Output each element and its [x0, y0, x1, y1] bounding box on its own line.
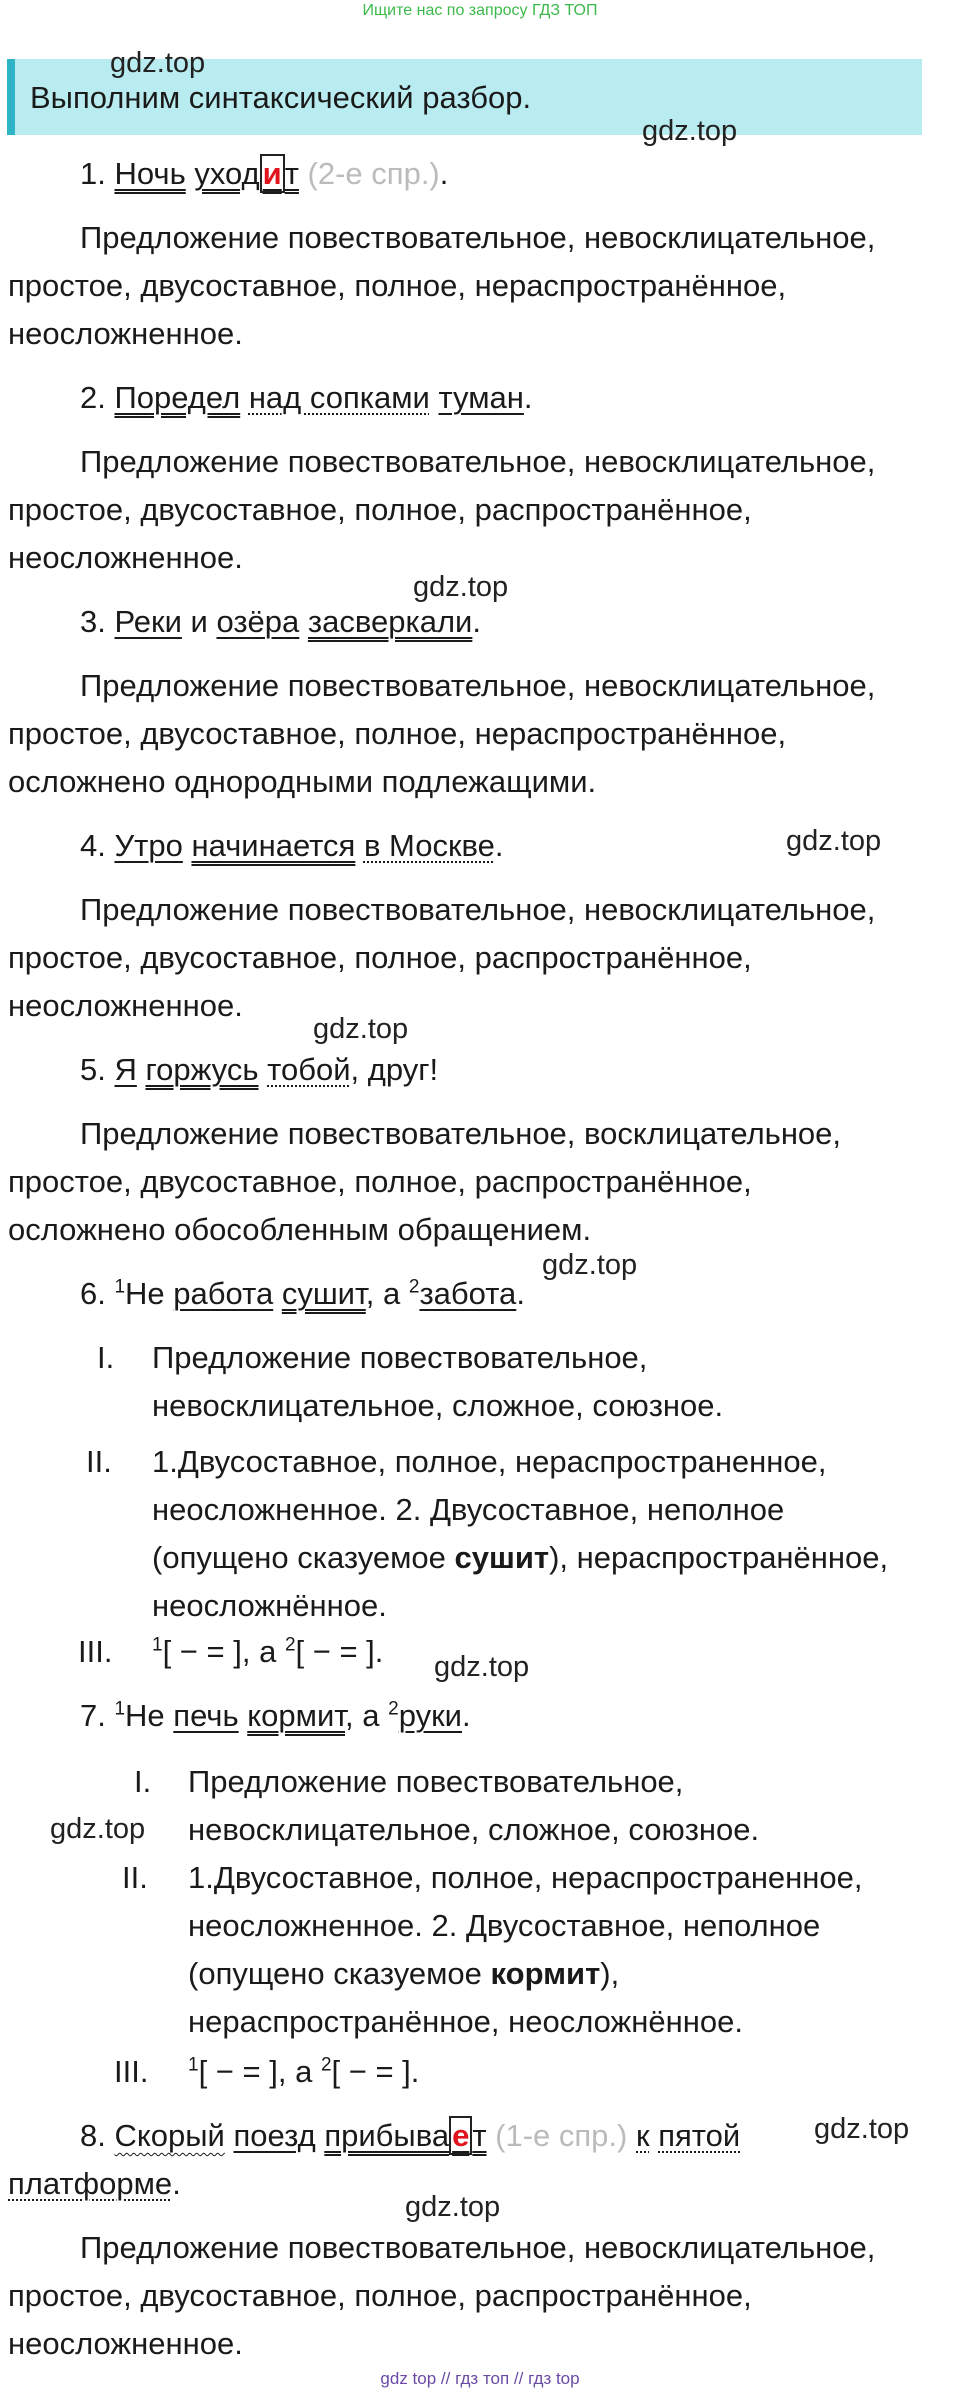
sentence-4-desc-3: неосложненное. — [8, 988, 243, 1023]
sentence-2-desc-2: простое, двусоставное, полное, распространённое, — [8, 492, 752, 527]
sentence-2: 2. Поредел над сопками туман. — [80, 380, 533, 415]
watermark: gdz.top — [642, 115, 738, 147]
roman-iii: III. — [114, 2054, 149, 2089]
sentence-8-cont: платформе. — [8, 2166, 181, 2201]
item-i-line-1: Предложение повествовательное, — [152, 1340, 648, 1375]
sentence-5-desc-2: простое, двусоставное, полное, распространённое, — [8, 1164, 752, 1199]
watermark: gdz.top — [814, 2113, 910, 2145]
predicate: горжусь — [145, 1052, 259, 1087]
sentence-4-desc-1: Предложение повествовательное, невосклицательное, — [80, 892, 876, 927]
sentence-2-desc-3: неосложненное. — [8, 540, 243, 575]
predicate: кормит — [247, 1698, 346, 1733]
sentence-8: 8. Скорый поезд прибывает (1-е спр.) к пятой — [80, 2118, 741, 2153]
watermark: gdz.top — [413, 571, 509, 603]
roman-i: I. — [97, 1340, 115, 1375]
sentence-2-desc-1: Предложение повествовательное, невосклицательное, — [80, 444, 876, 479]
roman-iii: III. — [78, 1634, 113, 1669]
intro-text: Выполним синтаксический разбор. — [30, 80, 532, 115]
subject: руки — [398, 1698, 462, 1733]
predicate: сушит — [281, 1276, 366, 1311]
watermark: gdz.top — [405, 2191, 501, 2223]
item-ii-line-2: неосложненное. 2. Двусоставное, неполное — [188, 1908, 821, 1943]
sentence-5-desc-1: Предложение повествовательное, восклицательное, — [80, 1116, 842, 1151]
top-search-hint[interactable]: Ищите нас по запросу ГДЗ ТОП — [362, 2, 598, 19]
roman-i: I. — [134, 1764, 152, 1799]
sentence-7: 7. $^1$Не печь кормит, а $^2$руки. — [80, 1698, 471, 1733]
subject: озёра — [216, 604, 300, 639]
item-i-line-1: Предложение повествовательное, — [188, 1764, 684, 1799]
roman-ii: II. — [86, 1444, 112, 1479]
predicate: Поредел — [114, 380, 241, 415]
subject: Реки — [114, 604, 182, 639]
sentence-5-desc-3: осложнено обособленным обращением. — [8, 1212, 592, 1247]
item-ii-line-4: неосложнённое. — [152, 1588, 387, 1623]
predicate: начинается — [191, 828, 356, 863]
item-ii-line-4: нераспространённое, неосложнённое. — [188, 2004, 743, 2039]
watermark: gdz.top — [434, 1651, 530, 1683]
adverbial: к — [636, 2118, 650, 2153]
item-ii-line-3: (опущено сказуемое кормит), — [188, 1956, 620, 1991]
item-i-line-2: невосклицательное, сложное, союзное. — [188, 1812, 760, 1847]
conjugation-note: (2-е спр.) — [307, 156, 440, 191]
sentence-3-desc-2: простое, двусоставное, полное, нераспространённое, — [8, 716, 787, 751]
sentence-4-desc-2: простое, двусоставное, полное, распространённое, — [8, 940, 752, 975]
subject: Я — [114, 1052, 137, 1087]
ending-highlight: е — [449, 2116, 472, 2155]
sentence-8-desc-3: неосложненное. — [8, 2326, 243, 2361]
sentence-5: 5. Я горжусь тобой, друг! — [80, 1052, 439, 1087]
item-i-line-2: невосклицательное, сложное, союзное. — [152, 1388, 724, 1423]
item-iii-scheme: $^1$[ − = ], а $^2$[ − = ]. — [188, 2054, 420, 2089]
watermark: gdz.top — [110, 47, 206, 79]
item-ii-line-1: 1.Двусоставное, полное, нераспространенное, — [188, 1860, 863, 1895]
attribute: Скорый — [114, 2118, 225, 2153]
watermark: gdz.top — [50, 1813, 146, 1845]
subject: туман — [438, 380, 524, 415]
adverbial: пятой — [658, 2118, 741, 2153]
subject: Ночь — [114, 156, 186, 191]
adverbial: в Москве — [363, 828, 495, 863]
subject: забота — [419, 1276, 517, 1311]
footer-links[interactable]: gdz top // гдз топ // гдз top — [380, 2369, 580, 2388]
item-ii-line-1: 1.Двусоставное, полное, нераспространенное, — [152, 1444, 827, 1479]
sentence-3: 3. Реки и озёра засверкали. — [80, 604, 481, 639]
item-iii-scheme: $^1$[ − = ], а $^2$[ − = ]. — [152, 1634, 384, 1669]
sentence-3-desc-1: Предложение повествовательное, невосклицательное, — [80, 668, 876, 703]
object: тобой — [267, 1052, 351, 1087]
roman-ii: II. — [122, 1860, 148, 1895]
sentence-1-desc-3: неосложненное. — [8, 316, 243, 351]
sentence-8-desc-2: простое, двусоставное, полное, распространённое, — [8, 2278, 752, 2313]
sentence-1: 1. Ночь уходит (2-е спр.). — [80, 156, 449, 191]
subject: работа — [173, 1276, 274, 1311]
item-ii-line-2: неосложненное. 2. Двусоставное, неполное — [152, 1492, 785, 1527]
adverbial: платформе — [8, 2166, 173, 2201]
subject: печь — [173, 1698, 239, 1733]
watermark: gdz.top — [786, 825, 882, 857]
conjugation-note: (1-е спр.) — [495, 2118, 628, 2153]
ending-highlight: и — [260, 154, 285, 193]
watermark: gdz.top — [542, 1249, 638, 1281]
subject: поезд — [233, 2118, 316, 2153]
sentence-1-desc-2: простое, двусоставное, полное, нераспространённое, — [8, 268, 787, 303]
subject: Утро — [114, 828, 183, 863]
adverbial: над сопками — [248, 380, 430, 415]
sentence-4: 4. Утро начинается в Москве. — [80, 828, 504, 863]
predicate: уходит — [194, 156, 299, 191]
predicate: засверкали — [307, 604, 473, 639]
watermark: gdz.top — [313, 1013, 409, 1045]
sentence-1-desc-1: Предложение повествовательное, невосклицательное, — [80, 220, 876, 255]
sentence-8-desc-1: Предложение повествовательное, невосклицательное, — [80, 2230, 876, 2265]
sentence-6: 6. $^1$Не работа сушит, а $^2$забота. — [80, 1276, 525, 1311]
sentence-3-desc-3: осложнено однородными подлежащими. — [8, 764, 597, 799]
predicate: прибывает — [324, 2118, 487, 2153]
item-ii-line-3: (опущено сказуемое сушит), нераспространённое, — [152, 1540, 889, 1575]
